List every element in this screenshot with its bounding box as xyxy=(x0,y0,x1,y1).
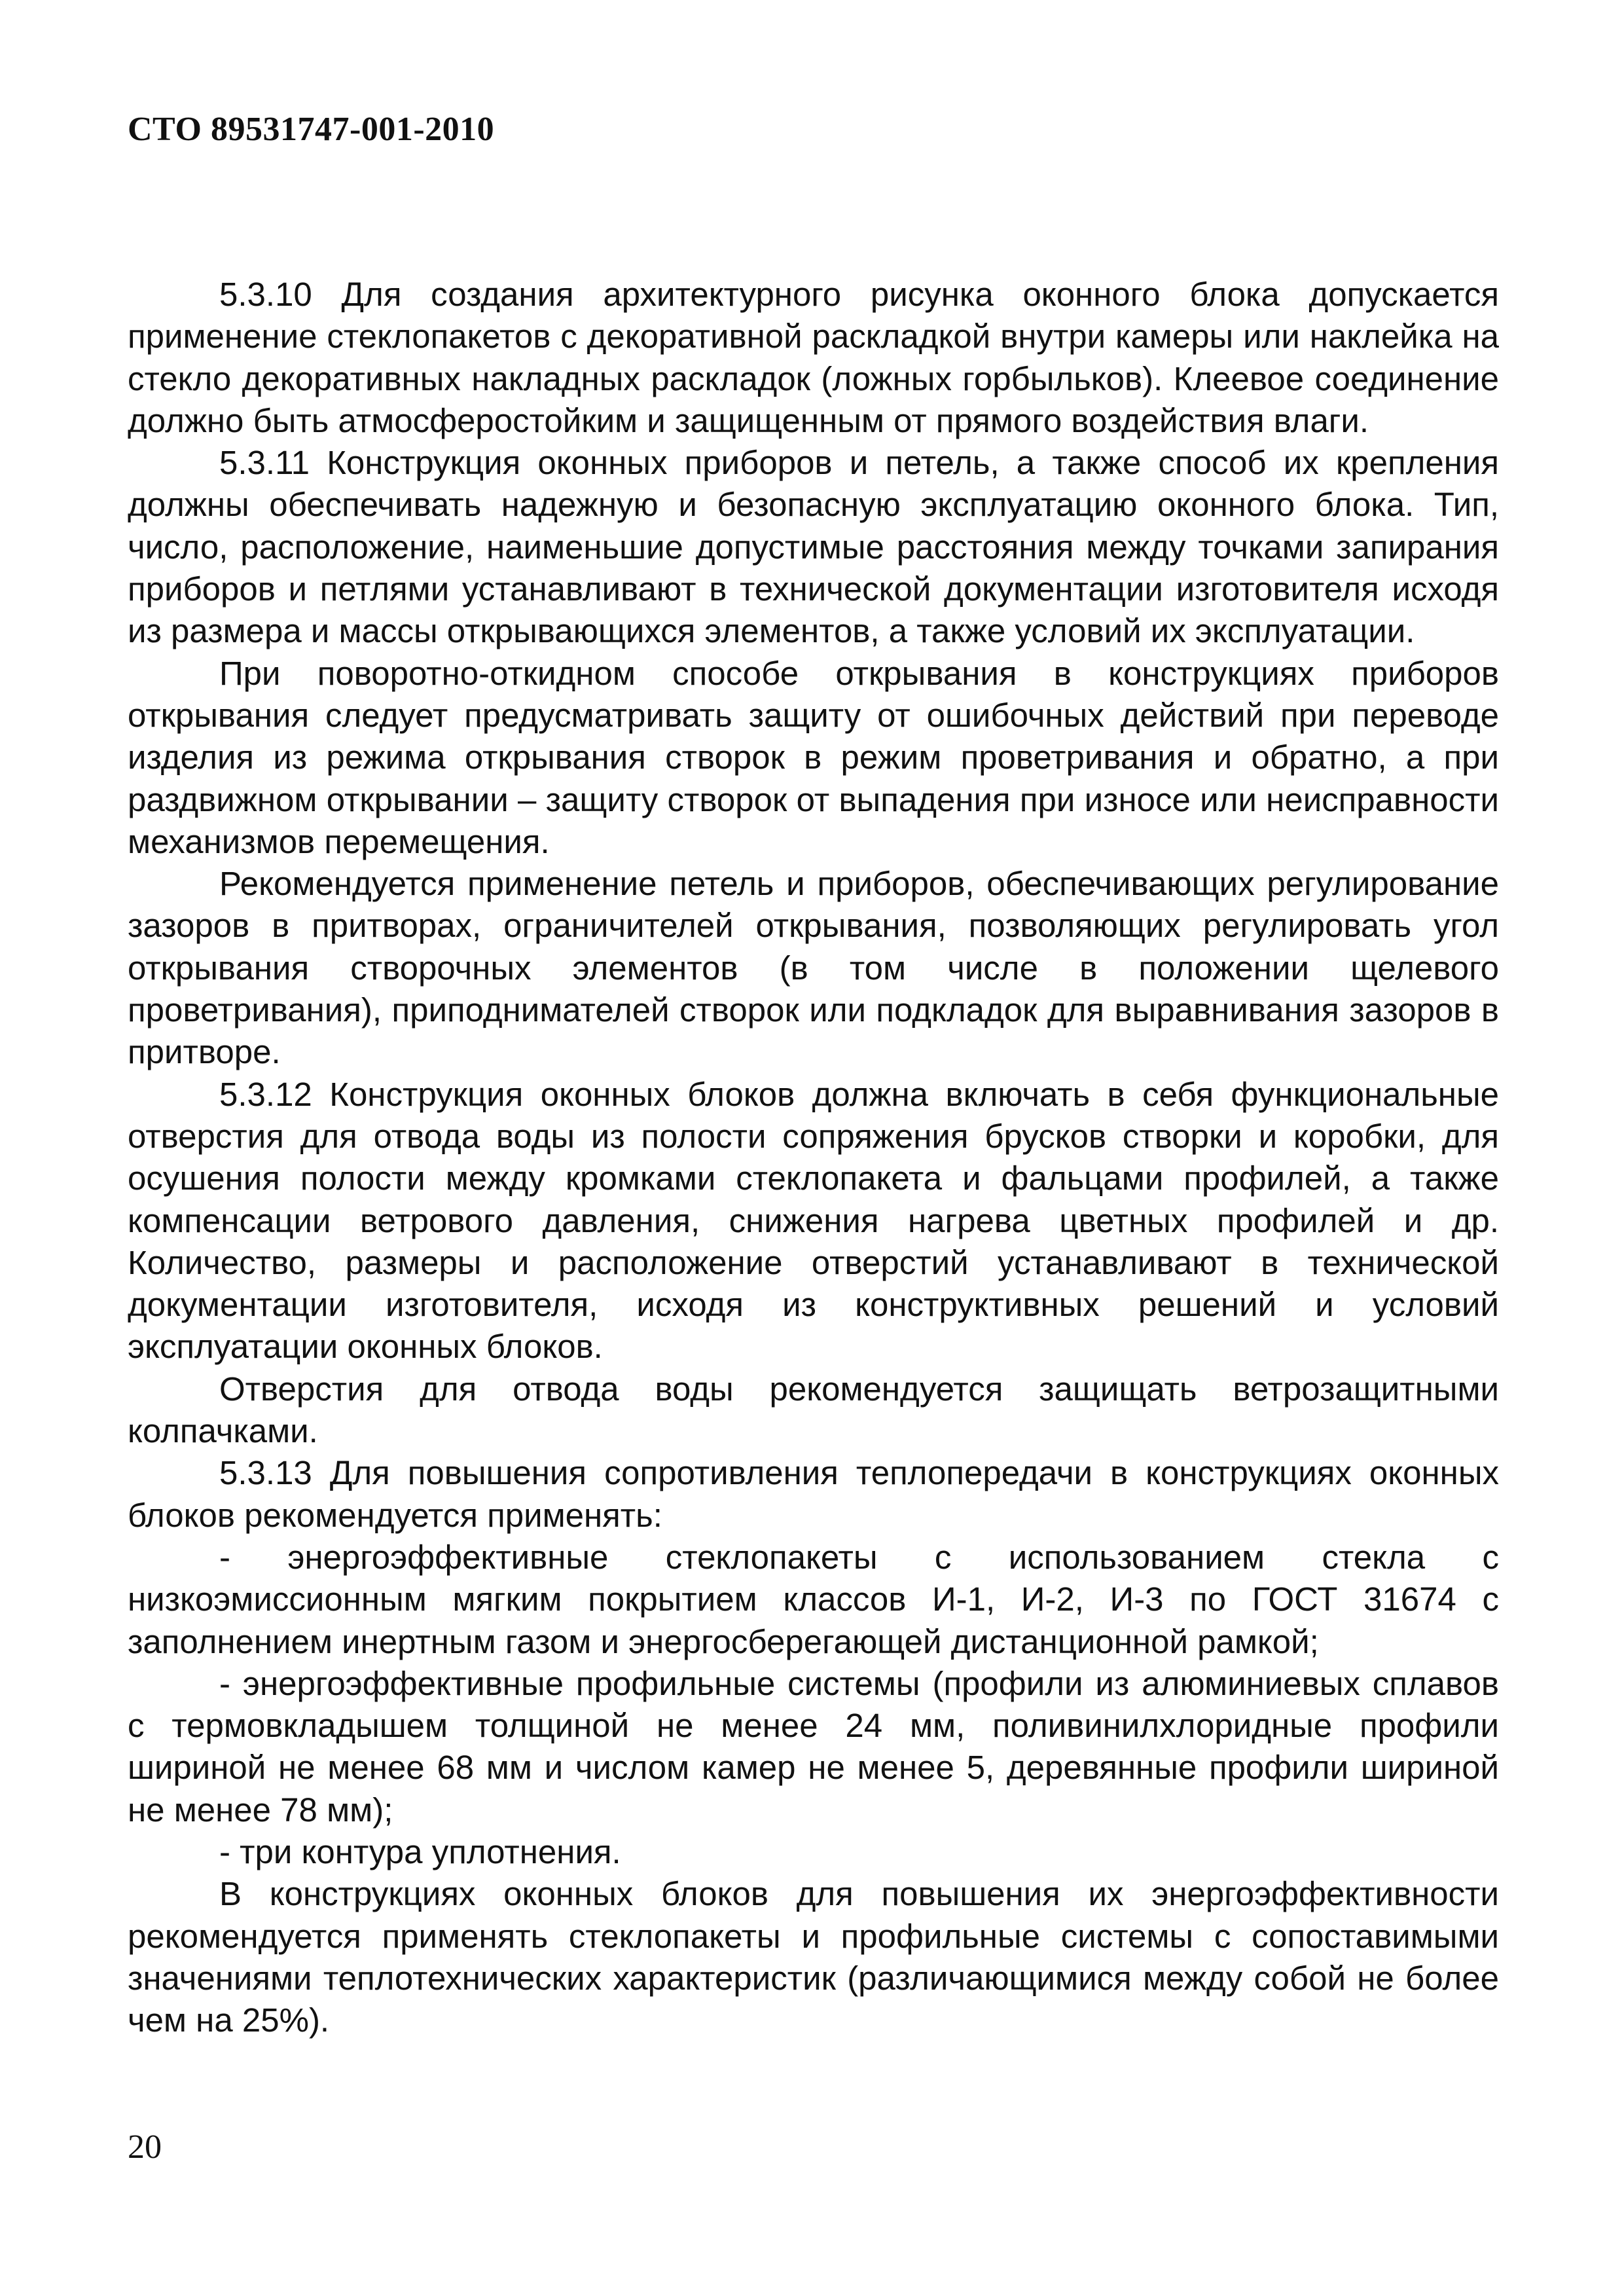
paragraph-5-3-11: 5.3.11 Конструкция оконных приборов и петель, а также способ их крепления должны обеспечивать надежную и безопасную эксплуатацию оконного блока. Тип, число, расположение, наименьшие допустимые расстояния между точками запирания приборов и петлями устанавливают в технической документации изготовителя исходя из размера и массы открывающихся элементов, а также условий их эксплуатации. xyxy=(128,444,1499,650)
paragraph-hinge-recommendation: Рекомендуется применение петель и приборов, обеспечивающих регулирование зазоров в притворах, ограничителей открывания, позволяющих регулировать угол открывания створочных элементов (в том числе в положении щелевого проветривания), приподнимателей створок или подкладок для выравнивания зазоров в притворе. xyxy=(128,865,1499,1071)
page-number: 20 xyxy=(128,2128,162,2166)
list-item-seal-contours: - три контура уплотнения. xyxy=(219,1832,621,1870)
document-body xyxy=(128,274,1499,2041)
paragraph-energy-efficiency: В конструкциях оконных блоков для повышения их энергоэффективности рекомендуется применять стеклопакеты и профильные системы с сопоставимыми значениями теплотехнических характеристик (различающимися между собой не более чем на 25%). xyxy=(128,1875,1499,2039)
paragraph-drain-caps: Отверстия для отвода воды рекомендуется защищать ветрозащитными колпачками. xyxy=(128,1370,1499,1450)
paragraph-5-3-10: 5.3.10 Для создания архитектурного рисунка оконного блока допускается применение стеклопакетов с декоративной раскладкой внутри камеры или наклейка на стекло декоративных накладных раскладок (ложных горбыльков). Клеевое соединение должно быть атмосферостойким и защищенным от прямого воздействия влаги. xyxy=(128,276,1499,439)
document-code-header: СТО 89531747-001-2010 xyxy=(128,111,495,148)
paragraph-5-3-12: 5.3.12 Конструкция оконных блоков должна включать в себя функциональные отверстия для отвода воды из полости сопряжения брусков створки и коробки, для осушения полости между кромками стеклопакета и фальцами профилей, а также компенсации ветрового давления, снижения нагрева цветных профилей и др. Количество, размеры и расположение отверстий устанавливают в технической документации изготовителя, исходя из конструктивных решений и условий эксплуатации оконных блоков. xyxy=(128,1075,1499,1366)
list-item-profile-systems: - энергоэффективные профильные системы (профили из алюминиевых сплавов с термовкладышем толщиной не менее 24 мм, поливинилхлоридные профили шириной не менее 68 мм и числом камер не менее 5, деревянные профили шириной не менее 78 мм); xyxy=(128,1664,1499,1829)
list-item-glazing-units: - энергоэффективные стеклопакеты с использованием стекла с низкоэмиссионным мягким покрытием классов И-1, И-2, И-3 по ГОСТ 31674 с заполнением инертным газом и энергосберегающей дистанционной рамкой; xyxy=(128,1538,1499,1660)
paragraph-5-3-13: 5.3.13 Для повышения сопротивления теплопередачи в конструкциях оконных блоков рекомендуется применять: xyxy=(128,1454,1499,1534)
paragraph-tilt-turn-opening: При поворотно-откидном способе открывания в конструкциях приборов открывания следует предусматривать защиту от ошибочных действий при переводе изделия из режима открывания створок в режим проветривания и обратно, а при раздвижном открывании – защиту створок от выпадения при износе или неисправности механизмов перемещения. xyxy=(128,654,1499,860)
